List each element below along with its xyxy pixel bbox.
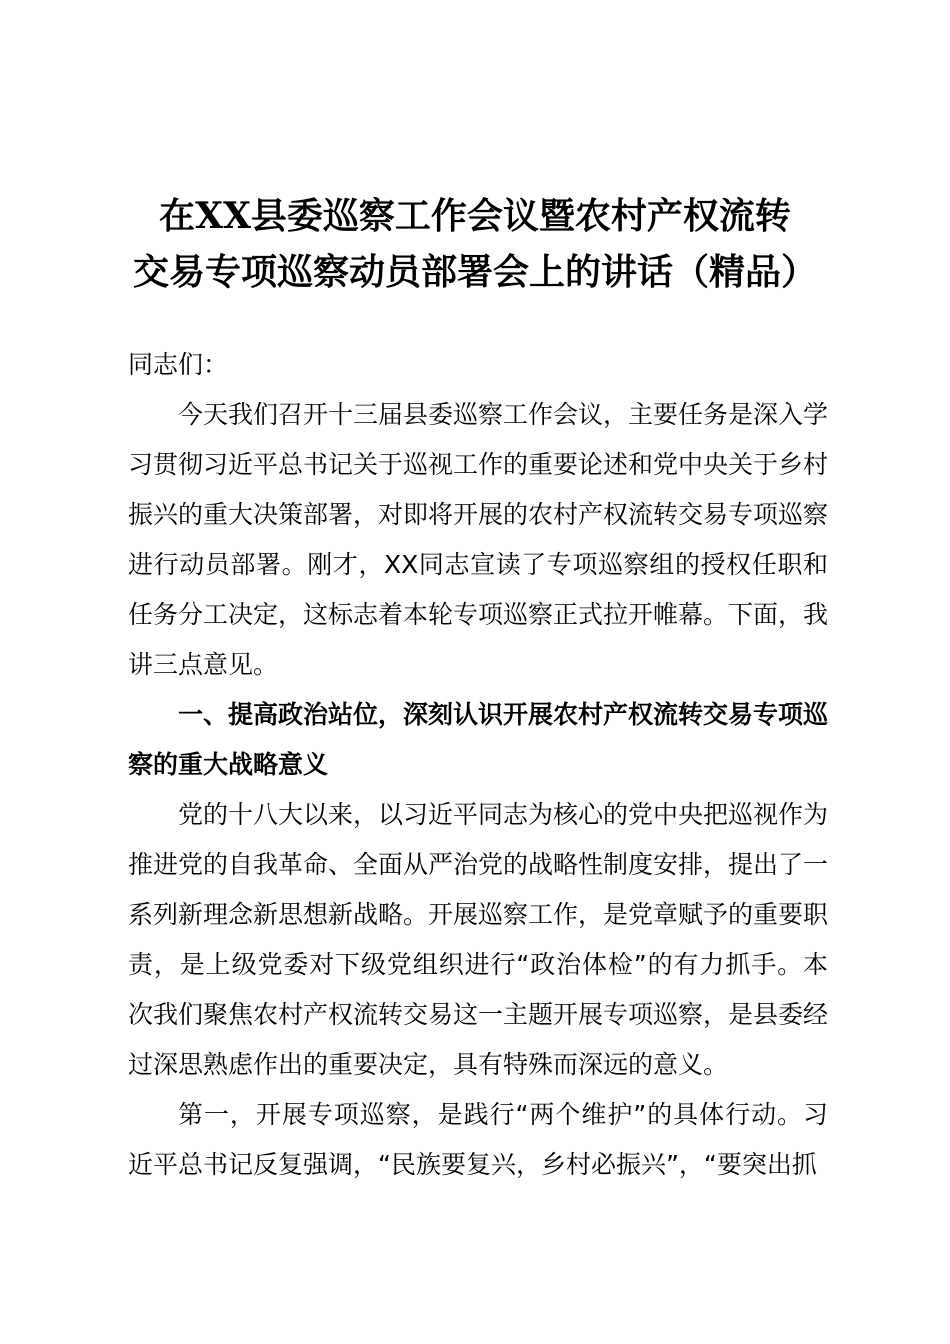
- paragraph-section-1: 党的十八大以来，以习近平同志为核心的党中央把巡视作为推进党的自我革命、全面从严治党的战略性制度安排，提出了一系列新理念新思想新战略。开展巡察工作，是党章赋予的重要职责，是上级党委对下级党组织进行“政治体检”的有力抓手。本次我们聚焦农村产权流转交易这一主题开展专项巡察，是县委经过深思熟虑作出的重要决定，具有特殊而深远的意义。: [128, 800, 829, 1079]
- paragraph-point-1: 第一，开展专项巡察，是践行“两个维护”的具体行动。习近平总书记反复强调，“民族要复兴，乡村必振兴”，“要突出抓: [128, 1100, 828, 1179]
- document-body: [128, 340, 828, 1190]
- paragraph-intro: 今天我们召开十三届县委巡察工作会议，主要任务是深入学习贯彻习近平总书记关于巡视工作的重要论述和党中央关于乡村振兴的重大决策部署，对即将开展的农村产权流转交易专项巡察进行动员部署。刚才，XX同志宣读了专项巡察组的授权任职和任务分工决定，这标志着本轮专项巡察正式拉开帷幕。下面，我讲三点意见。: [128, 400, 829, 679]
- title-line-2: 交易专项巡察动员部署会上的讲话（精品）: [132, 251, 817, 293]
- document-title: [100, 188, 850, 300]
- salutation: 同志们：: [128, 350, 229, 379]
- title-line-1: 在XX县委巡察工作会议暨农村产权流转: [159, 195, 791, 237]
- section-heading-1: 一、提高政治站位，深刻认识开展农村产权流转交易专项巡察的重大战略意义: [128, 700, 829, 779]
